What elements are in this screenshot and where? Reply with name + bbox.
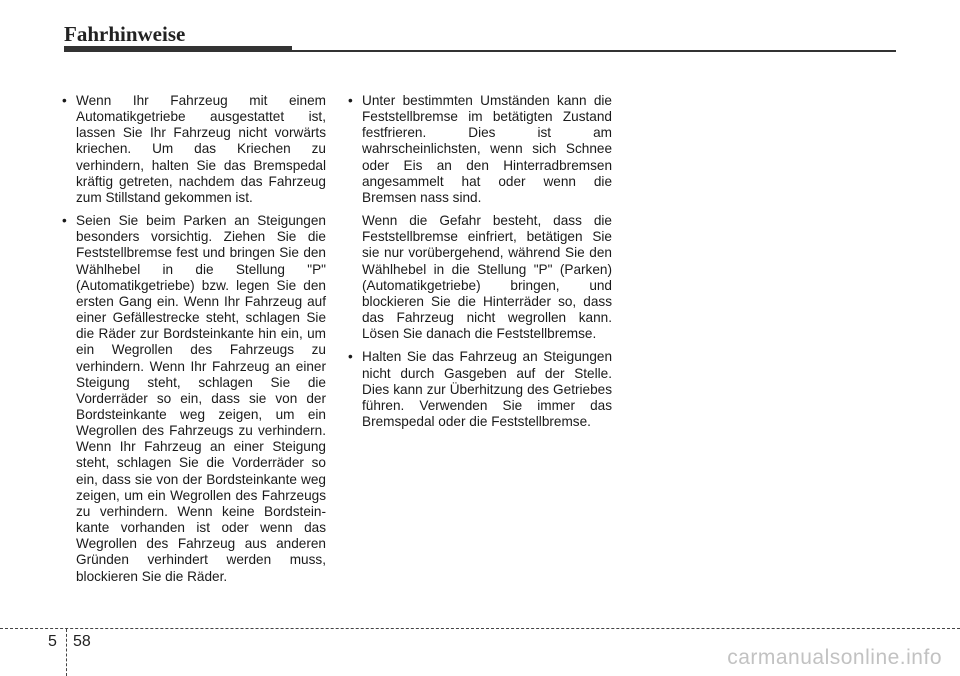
bullet-text: Halten Sie das Fahrzeug an Steigungen nicht durch Gasgeben auf der Stelle. Dies kann zur Überhitzung des Getriebes führen. Verwenden Sie immer das Bremspedal oder die Feststellbremse.: [362, 349, 612, 429]
bullet-marker: •: [348, 349, 353, 365]
section-title: Fahrhinweise: [64, 22, 186, 46]
footer-rule: [0, 628, 960, 629]
footer-divider: [66, 629, 67, 676]
bullet-marker: •: [62, 213, 67, 229]
watermark: carmanualsonline.info: [727, 646, 942, 669]
bullet-text: Unter bestimmten Umständen kann die Feststellbremse im betätigten Zustand festfrieren. Dies ist am wahrscheinlichsten, wenn sich Schnee oder Eis an den Hinterradbremsen angesammelt hat oder wenn die Bremsen nass sind.: [362, 93, 612, 205]
bullet-marker: •: [62, 93, 67, 108]
bullet-text: Wenn Ihr Fahrzeug mit einem Automatikgetriebe ausgestattet ist, lassen Sie Ihr Fahrzeug nicht vorwärts kriechen. Um das Kriechen zu verhindern, halten Sie das Bremspedal kräftig getreten, nachdem das Fahrzeug zum Stillstand gekommen ist.: [76, 93, 326, 205]
freeze-advice-paragraph: Wenn die Gefahr besteht, dass die Feststellbremse einfriert, betätigen Sie sie nur vorübergehend, während Sie den Wählhebel in die Stellung "P" (Parken) (Automatikgetriebe) bringen, und blockieren Sie die Hinterräder so, dass das Fahrzeug nicht wegrollen kann. Lösen Sie danach die Feststellbremse.: [362, 213, 612, 342]
left-column: [62, 93, 326, 592]
bullet-text: Seien Sie beim Parken an Steigungen besonders vorsichtig. Ziehen Sie die Feststellbremse fest und bringen Sie den Wählhebel in die Stellung "P" (Automatikgetriebe) bzw. legen Sie den ersten Gang ein. Wenn Ihr Fahrzeug auf einer Gefällestrecke steht, schlagen Sie die Räder zur Bordsteinkante hin ein, um ein Wegrollen des Fahrzeugs zu verhindern. Wenn Ihr Fahrzeug an einer Steigung steht, schlagen Sie die Vorderräder so ein, dass sie von der Bordsteinkante weg zeigen, um ein Wegrollen des Fahrzeugs zu verhindern. Wenn Ihr Fahrzeug an einer Steigung steht, schlagen Sie die Vorderräder so ein, dass sie von der Bordsteinkante weg zeigen, um ein Wegrollen des Fahrzeugs zu verhindern. Wenn keine Bordstein-kante vorhanden ist oder wenn das Wegrollen des Fahrzeug aus anderen Gründen verhindert werden muss, blockieren Sie die Räder.: [76, 213, 326, 584]
chapter-number: 5: [48, 633, 57, 650]
bullet-marker: •: [348, 93, 353, 108]
page-number: 58: [73, 633, 91, 650]
bullet-item-parking-brake-freeze: [348, 93, 612, 206]
bullet-item-parking-on-slopes: [62, 213, 326, 585]
right-column: [348, 93, 612, 437]
header-rule: [64, 50, 896, 52]
bullet-item-hill-holding: [348, 349, 612, 430]
bullet-item-automatic-creep: [62, 93, 326, 206]
